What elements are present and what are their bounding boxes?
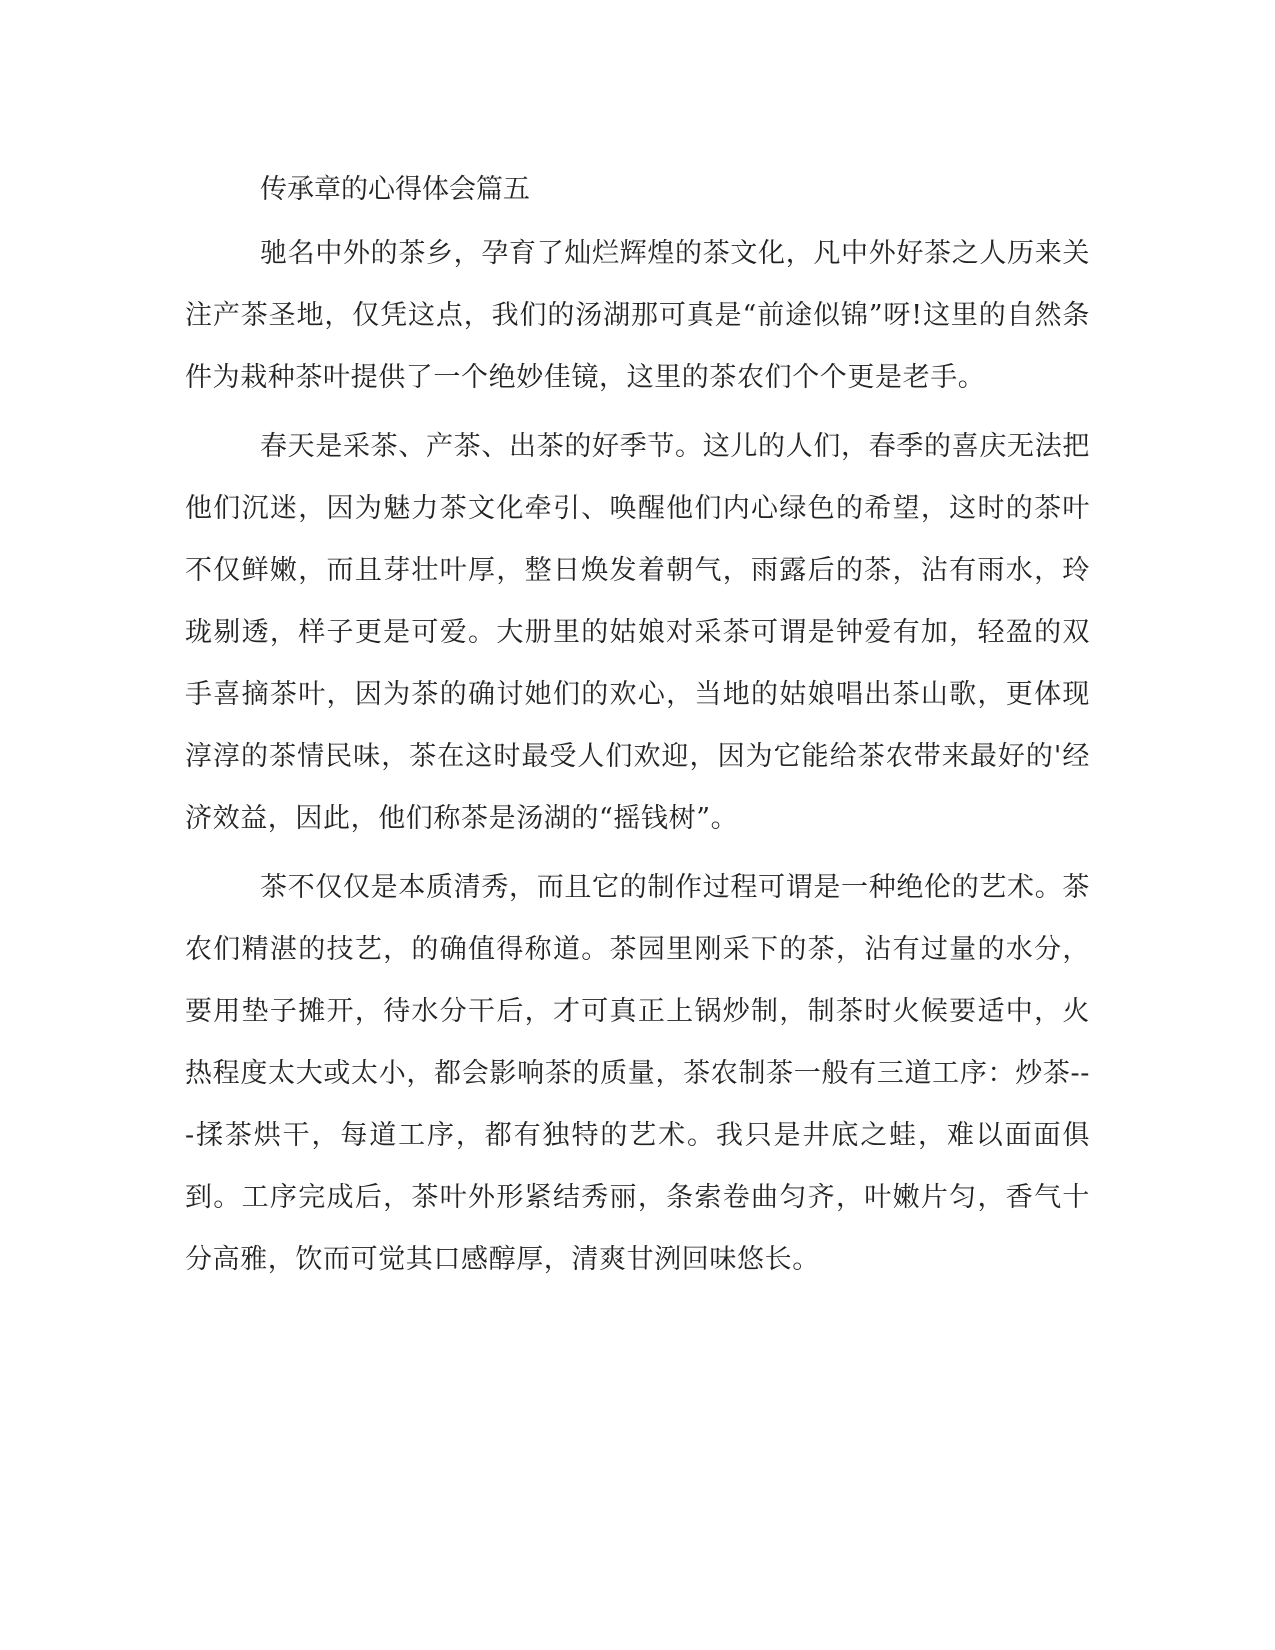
document-title: 传承章的心得体会篇五	[260, 174, 530, 205]
paragraph-2: 春天是采茶、产茶、出茶的好季节。这儿的人们，春季的喜庆无法把他们沉迷，因为魅力茶文化牵引、唤醒他们内心绿色的希望，这时的茶叶不仅鲜嫩，而且芽壮叶厚，整日焕发着朝气，雨露后的茶，沾有雨水，玲珑剔透，样子更是可爱。大册里的姑娘对采茶可谓是钟爱有加，轻盈的双手喜摘茶叶，因为茶的确讨她们的欢心，当地的姑娘唱出茶山歌，更体现淳淳的茶情民味，茶在这时最受人们欢迎，因为它能给茶农带来最好的'经济效益，因此，他们称茶是汤湖的“摇钱树”。	[185, 431, 1090, 834]
document-body	[185, 165, 1090, 1298]
paragraph-1: 驰名中外的茶乡，孕育了灿烂辉煌的茶文化，凡中外好茶之人历来关注产茶圣地，仅凭这点，我们的汤湖那可真是“前途似锦”呀!这里的自然条件为栽种茶叶提供了一个绝妙佳镜，这里的茶农们个个更是老手。	[185, 238, 1090, 393]
paragraph-3: 茶不仅仅是本质清秀，而且它的制作过程可谓是一种绝伦的艺术。茶农们精湛的技艺，的确值得称道。茶园里刚采下的茶，沾有过量的水分，要用垫子摊开，待水分干后，才可真正上锅炒制，制茶时火候要适中，火热程度太大或太小，都会影响茶的质量，茶农制茶一般有三道工序：炒茶---揉茶烘干，每道工序，都有独特的艺术。我只是井底之蛙，难以面面俱到。工序完成后，茶叶外形紧结秀丽，条索卷曲匀齐，叶嫩片匀，香气十分高雅，饮而可觉其口感醇厚，清爽甘洌回味悠长。	[185, 872, 1090, 1275]
